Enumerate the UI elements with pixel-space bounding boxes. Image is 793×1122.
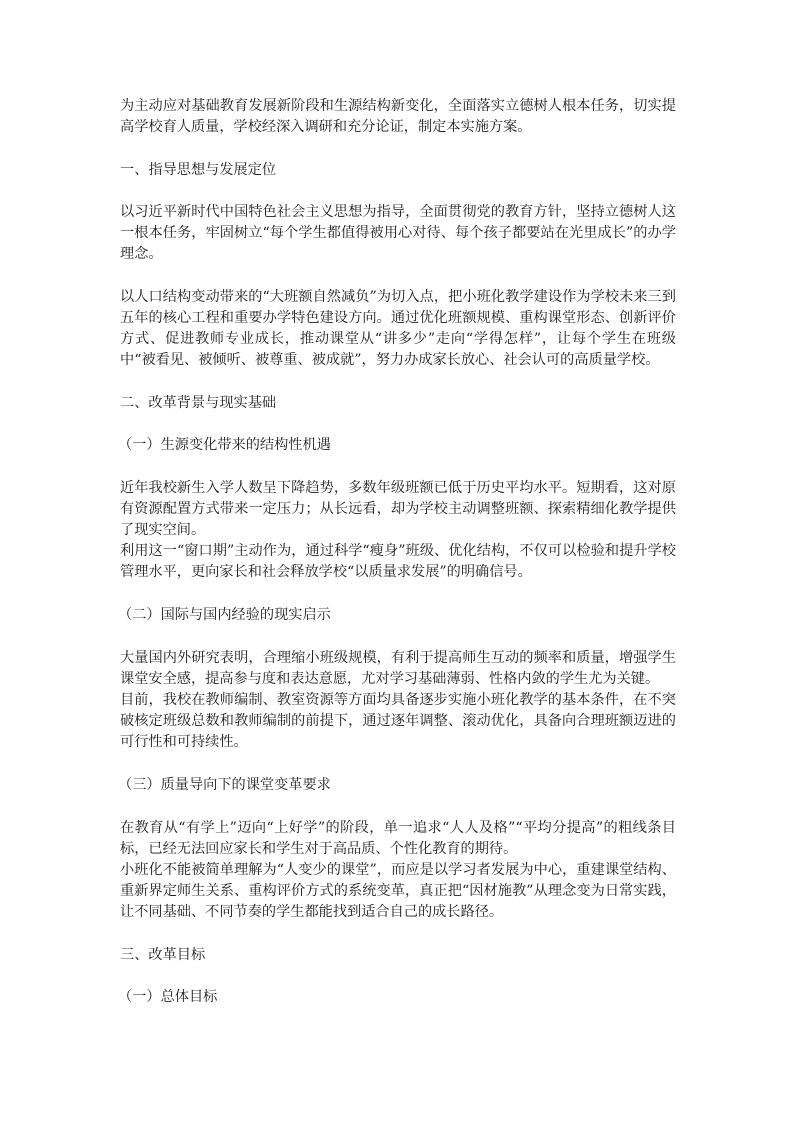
- section-heading-3: 三、改革目标: [120, 947, 206, 963]
- paragraph-line: 近年我校新生入学人数呈下降趋势，多数年级班额已低于历史平均水平。短期看，这对原有资源配置方式带来一定压力；从长远看，却为学校主动调整班额、探索精细化教学提供了现实空间。: [120, 480, 676, 538]
- section-heading-2: 二、改革背景与现实基础: [120, 395, 277, 411]
- intro-paragraph: 为主动应对基础教育发展新阶段和生源结构新变化，全面落实立德树人根本任务，切实提高学校育人质量，学校经深入调研和充分论证，制定本实施方案。: [120, 98, 676, 135]
- subsection-heading-2-2: （二）国际与国内经验的现实启示: [118, 607, 331, 623]
- subsection-2-3-body: [120, 818, 676, 923]
- paragraph-line: 目前，我校在教师编制、教室资源等方面均具备逐步实施小班化教学的基本条件，在不突破核定班级总数和教师编制的前提下，通过逐年调整、滚动优化，具备向合理班额迈进的可行性和可持续性。: [120, 692, 676, 750]
- paragraph-line: 利用这一“窗口期”主动作为，通过科学“瘦身”班级、优化结构，不仅可以检验和提升学校管理水平，更向家长和社会释放学校“以质量求发展”的明确信号。: [120, 543, 676, 580]
- section-1-paragraph-1: 以习近平新时代中国特色社会主义思想为指导，全面贯彻党的教育方针，坚持立德树人这一根本任务，牢固树立“每个学生都值得被用心对待、每个孩子都要站在光里成长”的办学理念。: [120, 204, 676, 262]
- subsection-heading-3-1: （一）总体目标: [118, 989, 218, 1005]
- paragraph-line: 在教育从“有学上”迈向“上好学”的阶段，单一追求“人人及格”“平均分提高”的粗线条目标，已经无法回应家长和学生对于高品质、个性化教育的期待。: [120, 820, 676, 857]
- subsection-heading-2-3: （三）质量导向下的课堂变革要求: [118, 777, 331, 793]
- subsection-2-2-body: [120, 648, 676, 753]
- paragraph-line: 小班化不能被简单理解为“人变少的课堂”，而应是以学习者发展为中心，重建课堂结构、重新界定师生关系、重构评价方式的系统变革，真正把“因材施教”从理念变为日常实践，让不同基础、不同节奏的学生都能找到适合自己的成长路径。: [120, 862, 676, 920]
- section-heading-1: 一、指导思想与发展定位: [120, 162, 277, 178]
- document-page: [120, 96, 676, 1030]
- subsection-heading-2-1: （一）生源变化带来的结构性机遇: [118, 437, 331, 453]
- subsection-2-1-body: [120, 478, 676, 583]
- section-1-paragraph-2: 以人口结构变动带来的“大班额自然减负”为切入点，把小班化教学建设作为学校未来三到五年的核心工程和重要办学特色建设方向。通过优化班额规模、重构课堂形态、创新评价方式、促进教师专业成长，推动课堂从“讲多少”走向“学得怎样”，让每个学生在班级中“被看见、被倾听、被尊重、被成就”，努力办成家长放心、社会认可的高质量学校。: [120, 289, 676, 368]
- paragraph-line: 大量国内外研究表明，合理缩小班级规模，有利于提高师生互动的频率和质量，增强学生课堂安全感，提高参与度和表达意愿，尤对学习基础薄弱、性格内敛的学生尤为关键。: [120, 650, 676, 687]
